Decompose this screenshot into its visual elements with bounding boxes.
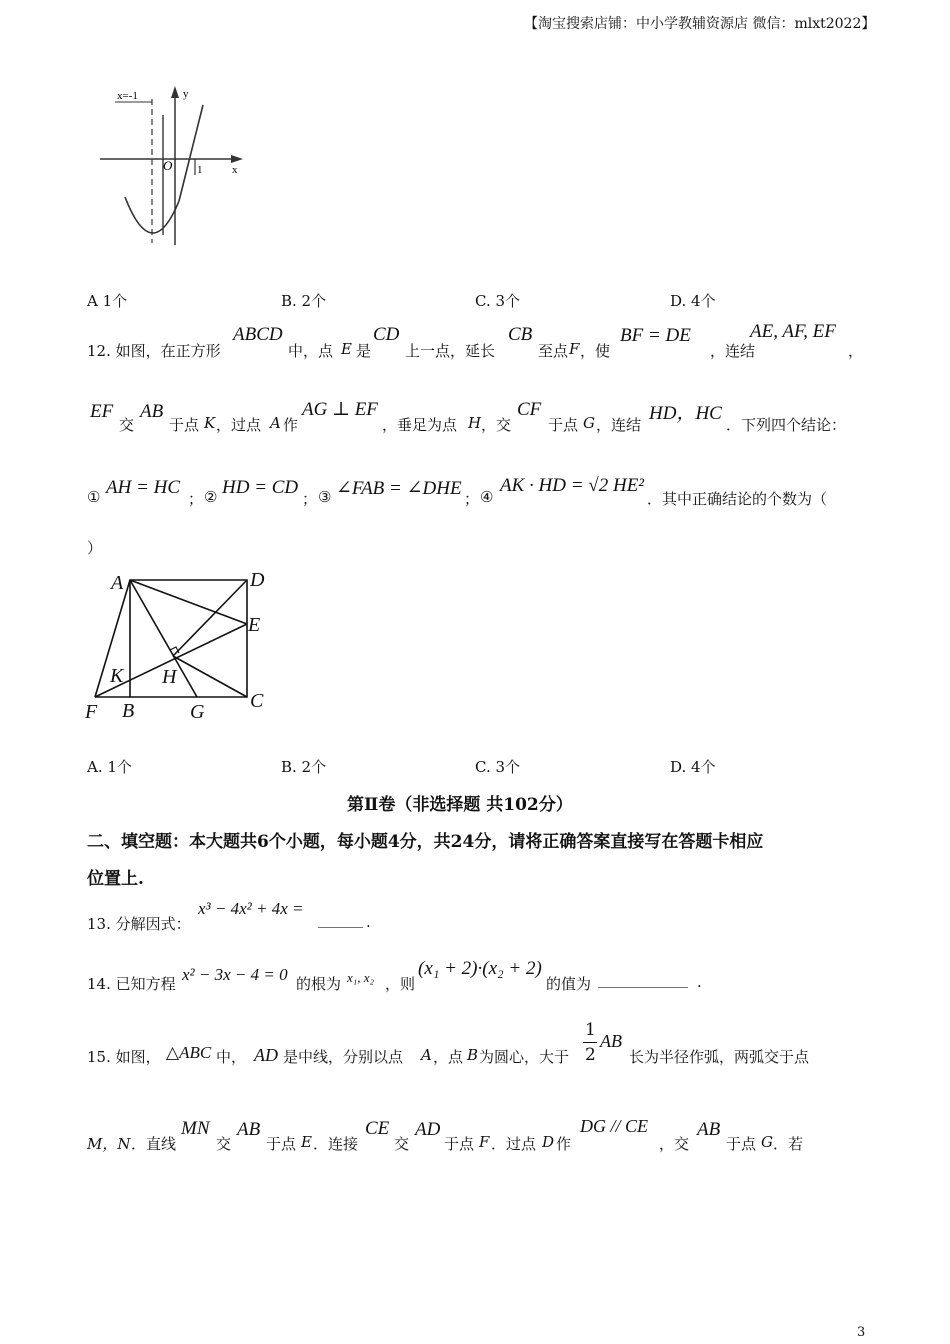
q15-label-a: A [421,1046,432,1064]
q12-label-k: K [204,414,216,432]
q11-parabola-graph [95,85,255,255]
label-a: A [111,572,124,594]
q12-circle-4: ④ [480,488,494,506]
page-number: 3 [857,1325,866,1340]
q15-label-f: F [479,1133,490,1151]
q15-math-dg-parallel-ce: DG // CE [580,1116,649,1136]
q13-answer-blank[interactable]: ______ [318,910,363,928]
q15-label-d: D [542,1133,555,1151]
q12-option-a[interactable]: A. 1个 [87,758,132,776]
q12-text-10: 于点 [169,416,200,434]
q15-text-8: 交 [216,1135,232,1153]
q15-text-11: 交 [394,1135,410,1153]
q15-text-14: 作 [556,1135,572,1153]
q15-text-5: 为圆心，大于 [479,1048,570,1066]
q14-text-1: 14. 已知方程 [87,975,176,993]
q12-text-12: 作 [283,416,299,434]
q15-math-ab-1: AB [600,1031,622,1051]
label-f: F [85,701,98,723]
q12-math-cb: CB [508,324,533,345]
q15-label-b: B [467,1046,479,1064]
q13-text: 13. 分解因式： [87,915,191,933]
q11-option-b[interactable]: B. 2个 [281,292,327,310]
q12-sep-1: ； [188,490,204,508]
q12-label-a: A [270,414,281,432]
page-header: 【淘宝搜索店铺：中小学教辅资源店 微信：mlxt2022】 [524,16,876,32]
q15-math-ab-3: AB [697,1119,721,1140]
q15-text-7: ．直线 [131,1135,177,1153]
q12-label-h: H [468,414,482,432]
q12-text-17: ．下列四个结论： [726,416,847,434]
q12-text-14: ，交 [481,416,512,434]
q15-text-9: 于点 [266,1135,297,1153]
parabola-right-branch [179,105,203,201]
q13-expression: x³ − 4x² + 4x = [198,899,304,918]
q12-math-abcd: ABCD [233,324,283,345]
q12-math-hd-hc: HD，HC [649,403,722,424]
q15-text-10: ．连接 [313,1135,359,1153]
q14-roots: x₁, x₂ [347,970,375,985]
q14-text-4: 的值为 [546,975,592,993]
q12-sep-3: ； [464,490,480,508]
q13-period: . [366,913,371,931]
q14-period: . [697,973,702,991]
q11-option-c[interactable]: C. 3个 [475,292,521,310]
q12-text-2: 中，点 [288,342,334,360]
q12-conclusion-2: HD = CD [222,477,299,498]
q12-circle-1: ① [87,488,101,506]
q12-circle-3: ③ [318,488,332,506]
q12-conclusion-1: AH = HC [106,477,181,498]
label-e: E [248,614,261,636]
q14-answer-blank[interactable]: ____________ [598,970,688,988]
q12-text-1: 12. 如图，在正方形 [87,342,221,360]
q14-expression: (x₁ + 2)·(x₂ + 2) [418,958,542,979]
q12-option-d[interactable]: D. 4个 [670,758,716,776]
q12-math-cf: CF [517,399,542,420]
q15-text-6: 长为半径作弧，两弧交于点 [629,1048,810,1066]
label-g: G [190,701,205,723]
q15-label-mn: M，N [87,1135,131,1153]
q15-text-1: 15. 如图， [87,1048,161,1066]
q12-math-ag-perp-ef: AG ⊥ EF [302,399,378,420]
section-heading-1: 二、填空题：本大题共6个小题，每小题4分，共24分，请将正确答案直接写在答题卡相应 [87,832,764,852]
q15-math-ad-2: AD [415,1119,441,1140]
q12-option-c[interactable]: C. 3个 [475,758,521,776]
q15-label-g: G [761,1133,773,1151]
q15-text-17: ．若 [773,1135,804,1153]
q12-text-8: ， [848,342,864,360]
label-one: 1 [197,164,203,176]
segment-hc [173,656,247,697]
q15-math-triangle-abc: △ABC [166,1043,212,1062]
q15-text-3: 是中线，分别以点 [283,1048,404,1066]
q12-math-bf-de: BF = DE [620,325,691,346]
q12-text-13: ，垂足为点 [382,416,458,434]
q12-text-3: 是 [356,342,372,360]
q12-text-4: 上一点，延长 [405,342,496,360]
q12-option-b[interactable]: B. 2个 [281,758,327,776]
q12-math-cd: CD [373,324,400,345]
q12-text-15: 于点 [548,416,579,434]
q12-text-6: ，使 [580,342,611,360]
q12-text-16: ，连结 [596,416,642,434]
q11-option-a[interactable]: A 1个 [87,292,128,310]
q12-text-11: ，过点 [216,416,262,434]
label-h: H [162,666,177,688]
q12-math-ae-af-ef: AE, AF, EF [750,321,836,342]
q15-fraction-denominator: 2 [585,1045,596,1065]
q12-question-tail: ．其中正确结论的个数为（ [647,490,828,508]
q14-text-2: 的根为 [296,975,342,993]
label-b: B [122,700,135,722]
q15-text-2: 中， [216,1048,247,1066]
part2-title: 第Ⅱ卷（非选择题 共102分） [347,795,573,815]
q12-label-f: F [569,340,580,358]
q12-close-paren: ） [87,539,103,557]
q15-math-mn: MN [181,1118,210,1139]
q12-square-figure [80,565,280,725]
q15-fraction-numerator: 1 [585,1020,596,1040]
q15-text-4: ，点 [433,1048,464,1066]
q12-text-5: 至点 [538,342,569,360]
q11-option-d[interactable]: D. 4个 [670,292,716,310]
q12-label-g: G [583,414,595,432]
label-d: D [250,569,265,591]
q14-equation: x² − 3x − 4 = 0 [182,965,288,984]
q12-text-9: 交 [119,416,135,434]
q15-text-13: ．过点 [491,1135,537,1153]
label-y: y [183,88,189,100]
q12-text-7: ，连结 [710,342,756,360]
segment-dh [173,580,247,656]
x-axis-arrow [231,155,243,163]
q15-math-ab-2: AB [237,1119,261,1140]
q15-math-ad: AD [254,1045,278,1065]
q12-conclusion-3: ∠FAB = ∠DHE [336,478,462,499]
label-x-eq-minus-1: x=-1 [117,90,138,102]
y-axis-arrow [171,86,179,98]
q12-math-ef: EF [90,401,114,422]
section-heading-2: 位置上. [87,869,144,889]
q15-text-12: 于点 [444,1135,475,1153]
q15-text-15: ，交 [659,1135,690,1153]
q12-math-ab: AB [140,401,164,422]
q15-text-16: 于点 [726,1135,757,1153]
q14-text-3: ，则 [385,975,416,993]
label-origin: O [163,158,173,173]
q15-fraction-bar [583,1042,597,1043]
label-k: K [110,665,124,687]
q12-label-e: E [341,340,352,358]
q12-conclusion-4: AK · HD = √2 HE² [500,475,644,496]
q12-sep-2: ； [302,490,318,508]
segment-ae [130,580,247,624]
q15-math-ce-1: CE [365,1118,390,1139]
q15-label-e: E [301,1133,312,1151]
label-x: x [232,164,238,176]
q12-circle-2: ② [204,488,218,506]
label-c: C [250,690,264,712]
